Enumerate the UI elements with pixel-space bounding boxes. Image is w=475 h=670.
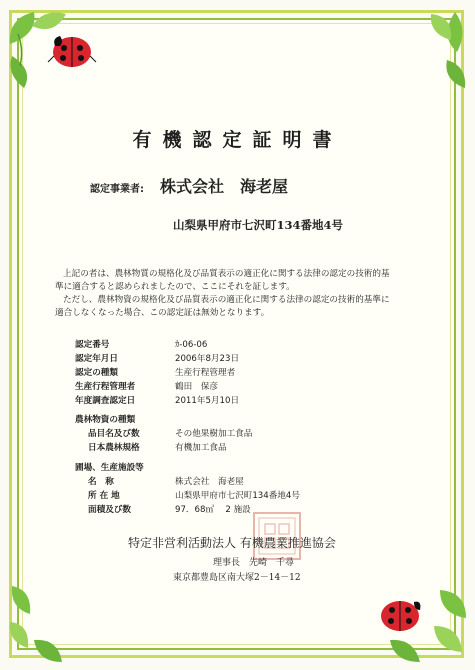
detail-label: 認定年月日 — [75, 354, 118, 364]
detail-value: 2011年5月10日 — [175, 396, 240, 406]
facility-label: 面積及び数 — [88, 505, 131, 515]
holder-label: 認定事業者: — [90, 184, 144, 195]
ladybug-icon — [46, 30, 98, 72]
product-label: 日本農林規格 — [88, 443, 140, 453]
bottom-left-leaf-icon — [4, 580, 84, 666]
document-title: 有機認定証明書 — [132, 129, 343, 151]
detail-label: 認定番号 — [75, 340, 110, 350]
detail-value: ｶ-06-06 — [175, 340, 208, 350]
detail-value: 生産行程管理者 — [175, 368, 236, 378]
facility-label: 所 在 地 — [88, 491, 120, 501]
detail-label: 生産行程管理者 — [75, 382, 136, 392]
paragraph2-line2: 適合しなくなった場合、この認定証は無効となります。 — [55, 308, 270, 318]
paragraph2-line1: ただし、農林物資の規格化及び品質表示の適正化に関する法律の認定の技術的基準に — [63, 295, 390, 305]
facility-value: 株式会社 海老屋 — [175, 477, 244, 487]
detail-value: 2006年8月23日 — [175, 354, 240, 364]
inner-frame-line — [22, 23, 451, 645]
facility-heading: 圃場、生産施設等 — [75, 463, 144, 473]
detail-label: 年度調査認定日 — [75, 396, 136, 406]
product-value: 有機加工食品 — [175, 443, 227, 453]
holder-name: 株式会社 海老屋 — [160, 177, 289, 196]
facility-label: 名 称 — [88, 477, 114, 487]
product-label: 品目名及び数 — [88, 429, 140, 439]
issuer-chairman: 理事長 先崎 千尋 — [213, 558, 295, 568]
product-heading: 農林物資の種類 — [75, 415, 136, 425]
ladybug-icon — [374, 594, 426, 638]
issuer-address: 東京都豊島区南大塚2－14－12 — [173, 573, 301, 583]
facility-value: 97．68㎡ 2 施設 — [175, 505, 251, 515]
detail-value: 鶴田 保彦 — [175, 382, 218, 392]
facility-value: 山梨県甲府市七沢町134番地4号 — [175, 491, 300, 501]
detail-label: 認定の種類 — [75, 368, 118, 378]
paragraph1-line1: 上記の者は、農林物質の規格化及び品質表示の適正化に関する法律の認定の技術的基 — [63, 269, 390, 279]
product-value: その他果樹加工食品 — [175, 429, 253, 439]
issuer-organization: 特定非営利活動法人 有機農業推進協会 — [128, 536, 336, 550]
holder-address: 山梨県甲府市七沢町134番地4号 — [173, 218, 344, 232]
paragraph1-line2: 準に適合すると認められましたので、ここにそれを証します。 — [55, 282, 295, 292]
top-right-leaf-icon — [395, 6, 471, 96]
